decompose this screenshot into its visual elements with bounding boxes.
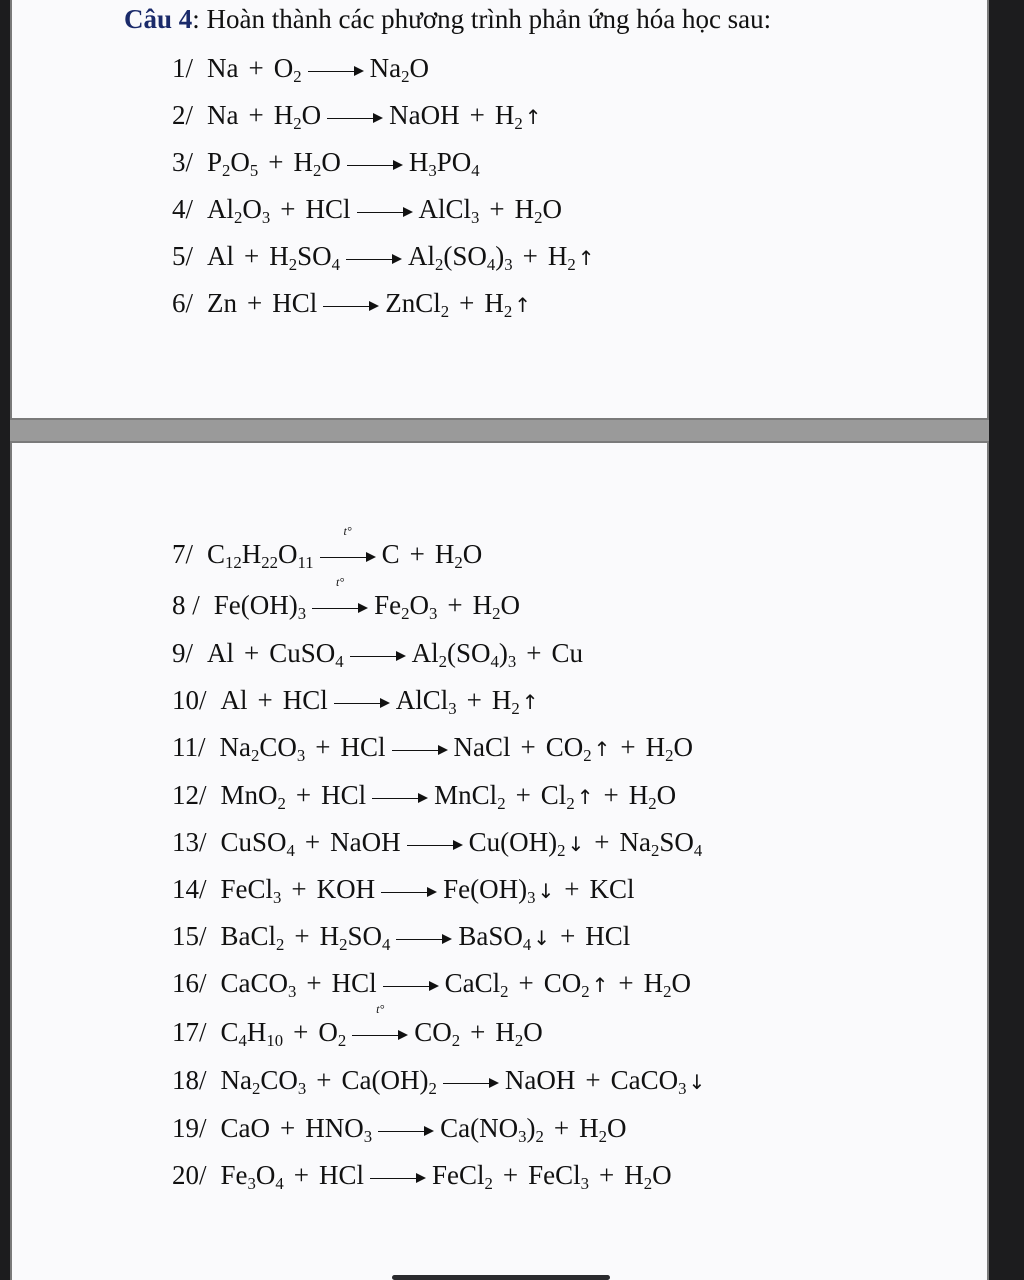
chemical-formula: $Al_2(SO_4)_3$: [408, 241, 513, 275]
equation-formula: [219, 732, 694, 766]
plus-sign: +: [489, 194, 505, 224]
reaction-arrow: [334, 689, 390, 716]
plus-sign: +: [466, 685, 482, 715]
equation-number: 4/: [172, 194, 194, 224]
reaction-arrow: [308, 57, 364, 84]
plus-sign: +: [304, 827, 321, 857]
reaction-arrow: [352, 1002, 408, 1048]
reaction-arrow: [372, 784, 428, 811]
chemical-formula: C: [381, 539, 400, 569]
equation-row: [172, 775, 676, 815]
equation-number: 10/: [172, 685, 207, 715]
equation-row: [172, 189, 562, 229]
plus-sign: +: [518, 968, 534, 998]
chemical-formula: HCl: [319, 1160, 365, 1190]
equation-formula: [220, 1002, 543, 1051]
gas-arrow-icon: ↑: [577, 246, 595, 270]
equation-row: [172, 1002, 543, 1052]
plus-sign: +: [315, 732, 331, 762]
plus-sign: +: [469, 100, 485, 130]
plus-sign: +: [564, 874, 580, 904]
chemical-formula: FeCl$_2$: [432, 1160, 493, 1194]
chemical-formula: KCl: [589, 874, 635, 904]
equation-formula: [207, 53, 429, 87]
equation-number: 13/: [172, 827, 207, 857]
equation-number: 12/: [172, 780, 207, 810]
chemical-formula: $H_2O$: [293, 147, 341, 181]
chemical-formula: MnO$_2$: [220, 780, 286, 814]
plus-sign: +: [502, 1160, 519, 1190]
chemical-formula: $HNO_3$: [305, 1113, 373, 1147]
chemical-formula: BaSO$_4$: [458, 921, 532, 955]
chemical-formula: $Na_2CO_3$: [220, 1065, 307, 1099]
equation-row: [172, 236, 595, 276]
reaction-arrow: [327, 104, 383, 131]
chemical-formula: HCl: [321, 780, 367, 810]
chemical-formula: $Na_2CO_3$: [219, 732, 306, 766]
reaction-arrow: [396, 925, 452, 952]
home-indicator[interactable]: [392, 1275, 610, 1280]
equation-row: [172, 48, 429, 88]
precipitate-arrow-icon: ↓: [533, 926, 551, 950]
equation-row: [172, 916, 630, 956]
equation-row: [172, 575, 520, 625]
chemical-formula: CaCO$_3$: [610, 1065, 687, 1099]
plus-sign: +: [248, 100, 264, 130]
chemical-formula: $Al_2O_3$: [207, 194, 271, 228]
chemical-formula: BaCl$_2$: [220, 921, 285, 955]
plus-sign: +: [244, 638, 260, 668]
chemical-formula: $H_2O$: [514, 194, 563, 228]
equation-number: 14/: [172, 874, 207, 904]
reaction-arrow: [370, 1164, 426, 1191]
chemical-formula: MnCl$_2$: [434, 780, 506, 814]
chemical-formula: $H_2$: [491, 685, 520, 719]
chemical-formula: $Fe_2O_3$: [374, 590, 438, 624]
plus-sign: +: [526, 638, 542, 668]
chemical-formula: HCl: [585, 921, 631, 951]
chemical-formula: Cu: [551, 638, 584, 668]
equation-number: 5/: [172, 241, 194, 271]
precipitate-arrow-icon: ↓: [537, 879, 555, 903]
chemical-formula: ZnCl$_2$: [385, 288, 450, 322]
plus-sign: +: [553, 1113, 570, 1143]
equation-number: 2/: [172, 100, 194, 130]
plus-sign: +: [522, 241, 538, 271]
chemical-formula: $Na_2SO_4$: [619, 827, 703, 861]
equation-row: [172, 680, 539, 720]
chemical-formula: $Al_2(SO_4)_3$: [411, 638, 517, 672]
heat-condition: t°: [343, 524, 352, 539]
chemical-formula: $O_2$: [273, 53, 302, 87]
equation-formula: [220, 1160, 672, 1194]
gas-arrow-icon: ↑: [591, 973, 609, 997]
equation-formula: [220, 827, 703, 861]
chemical-formula: $H_2O$: [495, 1017, 543, 1051]
plus-sign: +: [248, 53, 264, 83]
chemical-formula: $H_2O$: [579, 1113, 627, 1147]
chemical-formula: Al: [207, 241, 235, 271]
chemical-formula: Al: [207, 638, 235, 668]
equation-row: [172, 633, 583, 673]
chemical-formula: $CO_2$: [545, 732, 592, 766]
chemical-formula: HCl: [340, 732, 386, 762]
chemical-formula: $P_2O_5$: [207, 147, 259, 181]
equation-formula: [207, 524, 483, 573]
chemical-formula: $Ca(OH)_2$: [341, 1065, 437, 1099]
equation-formula: [220, 1113, 627, 1147]
plus-sign: +: [599, 1160, 615, 1190]
equation-number: 17/: [172, 1017, 207, 1047]
chemical-formula: $Na_2O$: [369, 53, 429, 87]
plus-sign: +: [620, 732, 636, 762]
chemical-formula: Na: [207, 100, 239, 130]
reaction-arrow: [383, 972, 439, 999]
chemical-formula: $H_2O$: [472, 590, 520, 624]
equation-formula: [207, 194, 563, 228]
plus-sign: +: [409, 539, 425, 569]
chemical-formula: $Fe_3O_4$: [220, 1160, 284, 1194]
chemical-formula: Al: [220, 685, 248, 715]
plus-sign: +: [447, 590, 463, 620]
chemical-formula: $H_2O$: [645, 732, 693, 766]
chemical-formula: AlCl$_3$: [418, 194, 480, 228]
chemical-formula: NaCl: [453, 732, 511, 762]
plus-sign: +: [280, 1113, 296, 1143]
plus-sign: +: [291, 874, 307, 904]
equation-number: 3/: [172, 147, 194, 177]
precipitate-arrow-icon: ↓: [688, 1070, 706, 1094]
equation-row: [172, 1060, 705, 1100]
chemical-formula: $CO_2$: [543, 968, 590, 1002]
gas-arrow-icon: ↑: [576, 785, 594, 809]
chemical-formula: CuSO$_4$: [269, 638, 344, 672]
chemical-formula: $Fe(OH)_3$: [213, 590, 307, 624]
question-label: Câu 4: [124, 4, 193, 34]
equation-row: [172, 963, 691, 1003]
plus-sign: +: [515, 780, 531, 810]
plus-sign: +: [293, 1017, 309, 1047]
reaction-arrow: [407, 831, 463, 858]
chemical-formula: $C_{12}H_{22}O_{11}$: [207, 539, 314, 573]
chemical-formula: $CO_2$: [414, 1017, 461, 1051]
plus-sign: +: [459, 288, 475, 318]
plus-sign: +: [295, 780, 312, 810]
reaction-arrow: [323, 292, 379, 319]
reaction-arrow: [312, 575, 368, 621]
chemical-formula: HCl: [305, 194, 351, 224]
chemical-formula: Na: [207, 53, 239, 83]
plus-sign: +: [603, 780, 619, 810]
chemical-formula: HCl: [331, 968, 377, 998]
question-heading: [124, 4, 771, 35]
equation-row: [172, 95, 541, 135]
gas-arrow-icon: ↑: [514, 293, 532, 317]
equation-formula: [220, 780, 677, 814]
chemical-formula: $O_2$: [318, 1017, 347, 1051]
chemical-formula: HCl: [282, 685, 328, 715]
reaction-arrow: [320, 524, 376, 570]
chemical-formula: CaCl$_2$: [444, 968, 509, 1002]
chemical-formula: $H_2$: [547, 241, 576, 275]
page-separator: [10, 420, 989, 441]
equation-row: [172, 869, 635, 909]
equation-row: [172, 1155, 672, 1195]
equation-row: [172, 142, 480, 182]
chemical-formula: $Ca(NO_3)_2$: [440, 1113, 544, 1147]
chemical-formula: NaOH: [389, 100, 460, 130]
equation-row: [172, 822, 702, 862]
chemical-formula: HCl: [272, 288, 318, 318]
plus-sign: +: [560, 921, 576, 951]
plus-sign: +: [294, 921, 310, 951]
equation-formula: [207, 100, 542, 134]
plus-sign: +: [316, 1065, 332, 1095]
equation-number: 18/: [172, 1065, 207, 1095]
plus-sign: +: [244, 241, 260, 271]
reaction-arrow: [350, 642, 406, 669]
equation-formula: [207, 288, 532, 322]
equation-number: 8 /: [172, 590, 200, 620]
question-text: : Hoàn thành các phương trình phản ứng hóa học sau:: [192, 4, 772, 34]
chemical-formula: CaO: [220, 1113, 271, 1143]
chemical-formula: $H_2$: [484, 288, 513, 322]
chemical-formula: KOH: [316, 874, 376, 904]
chemical-formula: $H_3PO_4$: [408, 147, 480, 181]
reaction-arrow: [357, 198, 413, 225]
reaction-arrow: [381, 878, 437, 905]
chemical-formula: FeCl$_3$: [220, 874, 282, 908]
reaction-arrow: [392, 736, 448, 763]
equation-formula: [213, 575, 520, 624]
plus-sign: +: [293, 1160, 309, 1190]
chemical-formula: NaOH: [330, 827, 401, 857]
chemical-formula: AlCl$_3$: [395, 685, 457, 719]
chemical-formula: $Cu(OH)_2$: [468, 827, 566, 861]
reaction-arrow: [346, 245, 402, 272]
gas-arrow-icon: ↑: [593, 737, 611, 761]
chemical-formula: $H_2SO_4$: [319, 921, 391, 955]
chemical-formula: $H_2SO_4$: [269, 241, 341, 275]
precipitate-arrow-icon: ↓: [567, 832, 585, 856]
equation-formula: [220, 968, 692, 1002]
chemical-formula: $Cl_2$: [540, 780, 575, 814]
chemical-formula: $Fe(OH)_3$: [443, 874, 536, 908]
equation-number: 15/: [172, 921, 207, 951]
heat-condition: t°: [376, 1002, 385, 1017]
equation-number: 11/: [172, 732, 206, 762]
chemical-formula: FeCl$_3$: [528, 1160, 590, 1194]
chemical-formula: Zn: [207, 288, 238, 318]
gas-arrow-icon: ↑: [524, 105, 542, 129]
equation-formula: [207, 241, 595, 275]
equation-formula: [207, 638, 584, 672]
equation-number: 6/: [172, 288, 194, 318]
plus-sign: +: [618, 968, 634, 998]
chemical-formula: CuSO$_4$: [220, 827, 295, 861]
chemical-formula: $H_2O$: [434, 539, 483, 573]
chemical-formula: $H_2O$: [624, 1160, 672, 1194]
chemical-formula: $C_4H_{10}$: [220, 1017, 284, 1051]
equation-formula: [220, 921, 631, 955]
plus-sign: +: [520, 732, 536, 762]
equation-number: 7/: [172, 539, 194, 569]
plus-sign: +: [268, 147, 284, 177]
equation-row: [172, 1108, 626, 1148]
equation-number: 9/: [172, 638, 194, 668]
plus-sign: +: [306, 968, 322, 998]
plus-sign: +: [594, 827, 610, 857]
reaction-arrow: [347, 151, 403, 178]
equation-number: 20/: [172, 1160, 207, 1190]
chemical-formula: $H_2O$: [628, 780, 677, 814]
heat-condition: t°: [336, 575, 345, 590]
equation-formula: [220, 1065, 706, 1099]
equation-number: 19/: [172, 1113, 207, 1143]
equation-number: 1/: [172, 53, 194, 83]
plus-sign: +: [470, 1017, 486, 1047]
plus-sign: +: [585, 1065, 601, 1095]
reaction-arrow: [443, 1069, 499, 1096]
equation-formula: [207, 147, 480, 181]
equation-number: 16/: [172, 968, 207, 998]
equation-formula: [220, 874, 635, 908]
plus-sign: +: [257, 685, 273, 715]
chemical-formula: CaCO$_3$: [220, 968, 297, 1002]
chemical-formula: $H_2O$: [273, 100, 322, 134]
chemical-formula: $H_2O$: [643, 968, 692, 1002]
plus-sign: +: [247, 288, 263, 318]
equation-row: [172, 283, 531, 323]
chemical-formula: $H_2$: [494, 100, 523, 134]
reaction-arrow: [378, 1117, 434, 1144]
equation-row: [172, 524, 483, 574]
plus-sign: +: [280, 194, 296, 224]
chemical-formula: NaOH: [504, 1065, 576, 1095]
equation-row: [172, 727, 693, 767]
equation-formula: [220, 685, 539, 719]
gas-arrow-icon: ↑: [521, 690, 539, 714]
